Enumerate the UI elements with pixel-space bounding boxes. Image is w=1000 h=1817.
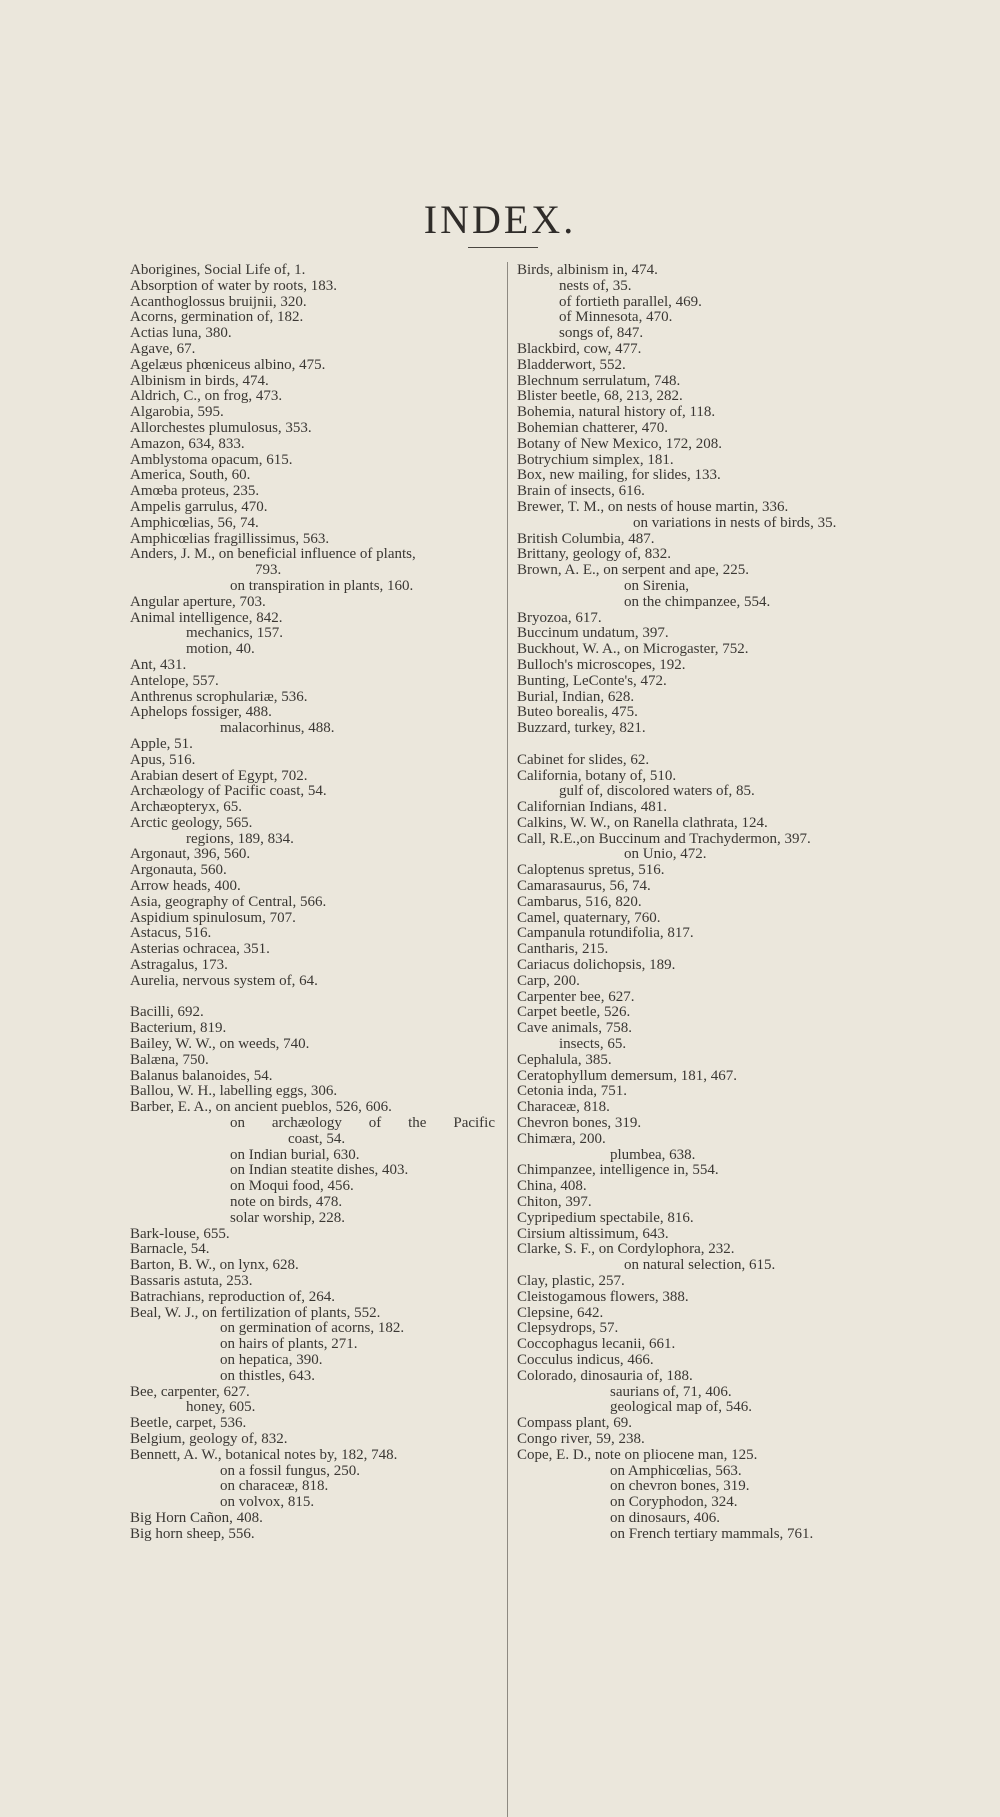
index-entry: Angular aperture, 703. [130, 593, 266, 610]
index-entry: Congo river, 59, 238. [517, 1430, 645, 1447]
page-title: INDEX. [423, 197, 577, 242]
index-entry: Balæna, 750. [130, 1051, 209, 1068]
index-entry: Colorado, dinosauria of, 188. [517, 1367, 693, 1384]
index-entry: Bailey, W. W., on weeds, 740. [130, 1036, 310, 1053]
index-entry: Bohemian chatterer, 470. [517, 419, 669, 436]
index-entry: Botany of New Mexico, 172, 208. [517, 435, 722, 452]
index-entry: Aspidium spinulosum, 707. [130, 909, 296, 926]
index-entry: Brewer, T. M., on nests of house martin, 336. [517, 498, 789, 515]
index-entry: Buccinum undatum, 397. [517, 625, 669, 642]
index-entry: Bryozoa, 617. [517, 609, 602, 626]
index-entry: Bassaris astuta, 253. [130, 1273, 253, 1289]
index-entry: Blackbird, cow, 477. [517, 340, 642, 357]
index-entry: motion, 40. [186, 641, 255, 658]
index-entry: Batrachians, reproduction of, 264. [130, 1288, 335, 1305]
index-entry: Cetonia inda, 751. [517, 1083, 627, 1100]
index-entry: honey, 605. [186, 1399, 256, 1416]
section-gap [130, 990, 495, 1006]
index-entry: Argonaut, 396, 560. [130, 846, 251, 863]
index-entry: on Unio, 472. [624, 846, 707, 863]
index-entry: Characeæ, 818. [517, 1099, 610, 1116]
index-entry: Clarke, S. F., on Cordylophora, 232. [517, 1241, 735, 1258]
index-entry: Algarobia, 595. [130, 404, 224, 421]
index-entry: on dinosaurs, 406. [610, 1509, 720, 1526]
index-entry: Aurelia, nervous system of, 64. [130, 972, 318, 989]
index-entry: Amblystoma opacum, 615. [130, 451, 293, 468]
index-entry: gulf of, discolored waters of, 85. [559, 783, 755, 800]
index-entry: Argonauta, 560. [130, 862, 227, 879]
index-entry: Ant, 431. [130, 656, 187, 673]
index-entry: Ampelis garrulus, 470. [130, 498, 268, 515]
index-entry: on characeæ, 818. [220, 1478, 329, 1495]
index-entry: Acorns, germination of, 182. [130, 309, 304, 326]
index-entry: coast, 54. [288, 1130, 346, 1147]
index-entry: on archæology of the Pacific [230, 1115, 495, 1132]
index-entry: on thistles, 643. [220, 1367, 316, 1384]
index-entry: Californian Indians, 481. [517, 799, 667, 816]
index-entry: Brain of insects, 616. [517, 483, 645, 500]
index-entry: Bacilli, 692. [130, 1004, 204, 1021]
index-entry: Cambarus, 516, 820. [517, 893, 642, 910]
index-entry: Cope, E. D., note on pliocene man, 125. [517, 1446, 758, 1463]
index-entry: on variations in nests of birds, 35. [633, 514, 837, 531]
index-entry: Agave, 67. [130, 340, 196, 357]
index-entry: Carpenter bee, 627. [517, 988, 635, 1005]
index-entry: Barnacle, 54. [130, 1241, 210, 1258]
index-entry: of fortieth parallel, 469. [559, 293, 702, 310]
index-entry: Bacterium, 819. [130, 1020, 227, 1037]
index-entry: Botrychium simplex, 181. [517, 451, 674, 468]
index-entry: on Indian steatite dishes, 403. [230, 1162, 409, 1179]
index-entry: Chiton, 397. [517, 1194, 592, 1211]
index-entry: on Amphicœlias, 563. [610, 1462, 742, 1479]
index-entry: Apple, 51. [130, 735, 193, 752]
index-entry: Cleistogamous flowers, 388. [517, 1288, 689, 1305]
index-entry: Chimpanzee, intelligence in, 554. [517, 1162, 719, 1179]
index-entry: British Columbia, 487. [517, 530, 655, 547]
index-entry: on the chimpanzee, 554. [624, 593, 771, 610]
index-entry: mechanics, 157. [186, 625, 284, 642]
index-entry: California, botany of, 510. [517, 767, 677, 784]
index-entry: Anthrenus scrophulariæ, 536. [130, 688, 308, 705]
column-divider [507, 262, 508, 1817]
index-entry: Ballou, W. H., labelling eggs, 306. [130, 1083, 338, 1100]
index-entry: Buteo borealis, 475. [517, 704, 638, 721]
index-entry: Balanus balanoides, 54. [130, 1067, 273, 1084]
index-entry: Archæology of Pacific coast, 54. [130, 783, 327, 800]
index-entry: Box, new mailing, for slides, 133. [517, 467, 721, 484]
index-entry: on chevron bones, 319. [610, 1478, 750, 1495]
title-rule [468, 247, 538, 248]
index-entry: on Coryphodon, 324. [610, 1494, 738, 1511]
index-entry: Amœba proteus, 235. [130, 483, 260, 500]
section-gap [517, 737, 892, 753]
index-entry: Cocculus indicus, 466. [517, 1351, 654, 1368]
index-entry: Call, R.E.,on Buccinum and Trachydermon, 397. [517, 830, 811, 847]
index-entry: Buzzard, turkey, 821. [517, 720, 646, 737]
index-entry: Beetle, carpet, 536. [130, 1415, 247, 1432]
index-entry: Aborigines, Social Life of, 1. [130, 262, 306, 278]
index-entry: Amphicœlias fragillissimus, 563. [130, 530, 330, 547]
index-entry: Cypripedium spectabile, 816. [517, 1209, 694, 1226]
index-entry: nests of, 35. [559, 277, 632, 294]
index-entry: on French tertiary mammals, 761. [610, 1525, 814, 1542]
index-entry: on transpiration in plants, 160. [230, 577, 414, 594]
index-entry: America, South, 60. [130, 467, 251, 484]
index-entry: Belgium, geology of, 832. [130, 1430, 288, 1447]
index-entry: Cephalula, 385. [517, 1051, 612, 1068]
index-entry: Bohemia, natural history of, 118. [517, 404, 716, 421]
index-entry: Cariacus dolichopsis, 189. [517, 957, 676, 974]
index-entry: Clepsydrops, 57. [517, 1320, 619, 1337]
index-entry: Amphicœlias, 56, 74. [130, 514, 259, 531]
index-entry: of Minnesota, 470. [559, 309, 673, 326]
index-entry: Archæopteryx, 65. [130, 799, 243, 816]
index-entry: on hepatica, 390. [220, 1351, 323, 1368]
index-entry: Aldrich, C., on frog, 473. [130, 388, 283, 405]
index-entry: Barber, E. A., on ancient pueblos, 526, 606. [130, 1099, 392, 1116]
index-entry: China, 408. [517, 1178, 587, 1195]
index-entry: Antelope, 557. [130, 672, 219, 689]
index-entry: solar worship, 228. [230, 1209, 345, 1226]
index-entry: geological map of, 546. [610, 1399, 753, 1416]
index-entry: Astacus, 516. [130, 925, 212, 942]
index-entry: on Indian burial, 630. [230, 1146, 360, 1163]
index-entry: Big horn sheep, 556. [130, 1525, 255, 1542]
index-entry: regions, 189, 834. [186, 830, 294, 847]
index-entry: Bulloch's microscopes, 192. [517, 656, 686, 673]
index-entry: Birds, albinism in, 474. [517, 262, 658, 278]
index-entry: Anders, J. M., on beneficial influence of plants, [130, 546, 416, 563]
index-entry: Campanula rotundifolia, 817. [517, 925, 694, 942]
index-entry: Beal, W. J., on fertilization of plants, 552. [130, 1304, 381, 1321]
index-entry: Big Horn Cañon, 408. [130, 1509, 263, 1526]
index-entry: Actias luna, 380. [130, 325, 232, 342]
index-entry: on germination of acorns, 182. [220, 1320, 405, 1337]
index-entry: Clay, plastic, 257. [517, 1273, 625, 1289]
index-entry: 793. [255, 562, 282, 579]
index-entry: Calkins, W. W., on Ranella clathrata, 124. [517, 814, 768, 831]
index-entry: Brown, A. E., on serpent and ape, 225. [517, 562, 750, 579]
index-entry: Apus, 516. [130, 751, 196, 768]
index-entry: on volvox, 815. [220, 1494, 315, 1511]
index-entry: Blister beetle, 68, 213, 282. [517, 388, 683, 405]
index-entry: Coccophagus lecanii, 661. [517, 1336, 676, 1353]
index-entry: Carp, 200. [517, 972, 580, 989]
index-entry: Albinism in birds, 474. [130, 372, 269, 389]
index-entry: Asia, geography of Central, 566. [130, 893, 327, 910]
index-entry: Aphelops fossiger, 488. [130, 704, 272, 721]
index-entry: Allorchestes plumulosus, 353. [130, 419, 312, 436]
index-entry: Chimæra, 200. [517, 1130, 606, 1147]
index-entry: Acanthoglossus bruijnii, 320. [130, 293, 307, 310]
index-entry: Burial, Indian, 628. [517, 688, 635, 705]
index-entry: Cabinet for slides, 62. [517, 751, 650, 768]
index-entry: saurians of, 71, 406. [610, 1383, 732, 1400]
index-entry: on natural selection, 615. [624, 1257, 776, 1274]
index-entry: Caloptenus spretus, 516. [517, 862, 665, 879]
index-column-left [130, 263, 495, 1543]
index-entry: note on birds, 478. [230, 1194, 343, 1211]
index-entry: plumbea, 638. [610, 1146, 696, 1163]
index-entry: Animal intelligence, 842. [130, 609, 283, 626]
index-entry: Carpet beetle, 526. [517, 1004, 631, 1021]
index-entry: insects, 65. [559, 1036, 627, 1053]
index-entry: Amazon, 634, 833. [130, 435, 245, 452]
index-entry: Chevron bones, 319. [517, 1115, 642, 1132]
index-entry: Bladderwort, 552. [517, 356, 626, 373]
index-entry: Barton, B. W., on lynx, 628. [130, 1257, 299, 1274]
index-entry: on Sirenia, [624, 577, 689, 594]
index-entry: Blechnum serrulatum, 748. [517, 372, 681, 389]
index-entry: Agelæus phœniceus albino, 475. [130, 356, 326, 373]
index-entry: on Moqui food, 456. [230, 1178, 354, 1195]
index-entry: Cave animals, 758. [517, 1020, 632, 1037]
index-entry: Cantharis, 215. [517, 941, 609, 958]
index-entry: Camarasaurus, 56, 74. [517, 878, 651, 895]
index-entry: Brittany, geology of, 832. [517, 546, 672, 563]
index-entry: Compass plant, 69. [517, 1415, 632, 1432]
index-entry: Bee, carpenter, 627. [130, 1383, 250, 1400]
index-entry: songs of, 847. [559, 325, 644, 342]
index-entry: Clepsine, 642. [517, 1304, 604, 1321]
index-entry: Arctic geology, 565. [130, 814, 253, 831]
index-entry: Cirsium altissimum, 643. [517, 1225, 669, 1242]
index-entry: malacorhinus, 488. [220, 720, 335, 737]
index-entry: Absorption of water by roots, 183. [130, 277, 338, 294]
index-entry: Bunting, LeConte's, 472. [517, 672, 667, 689]
index-entry: Bark-louse, 655. [130, 1225, 230, 1242]
index-entry: Buckhout, W. A., on Microgaster, 752. [517, 641, 749, 658]
index-entry: on hairs of plants, 271. [220, 1336, 358, 1353]
index-column-right [517, 263, 892, 1543]
index-entry: Arrow heads, 400. [130, 878, 241, 895]
index-entry: Bennett, A. W., botanical notes by, 182, 748. [130, 1446, 398, 1463]
index-entry: Astragalus, 173. [130, 957, 228, 974]
index-entry: on a fossil fungus, 250. [220, 1462, 360, 1479]
index-entry: Ceratophyllum demersum, 181, 467. [517, 1067, 737, 1084]
index-entry: Camel, quaternary, 760. [517, 909, 661, 926]
index-entry: Asterias ochracea, 351. [130, 941, 270, 958]
index-entry: Arabian desert of Egypt, 702. [130, 767, 308, 784]
